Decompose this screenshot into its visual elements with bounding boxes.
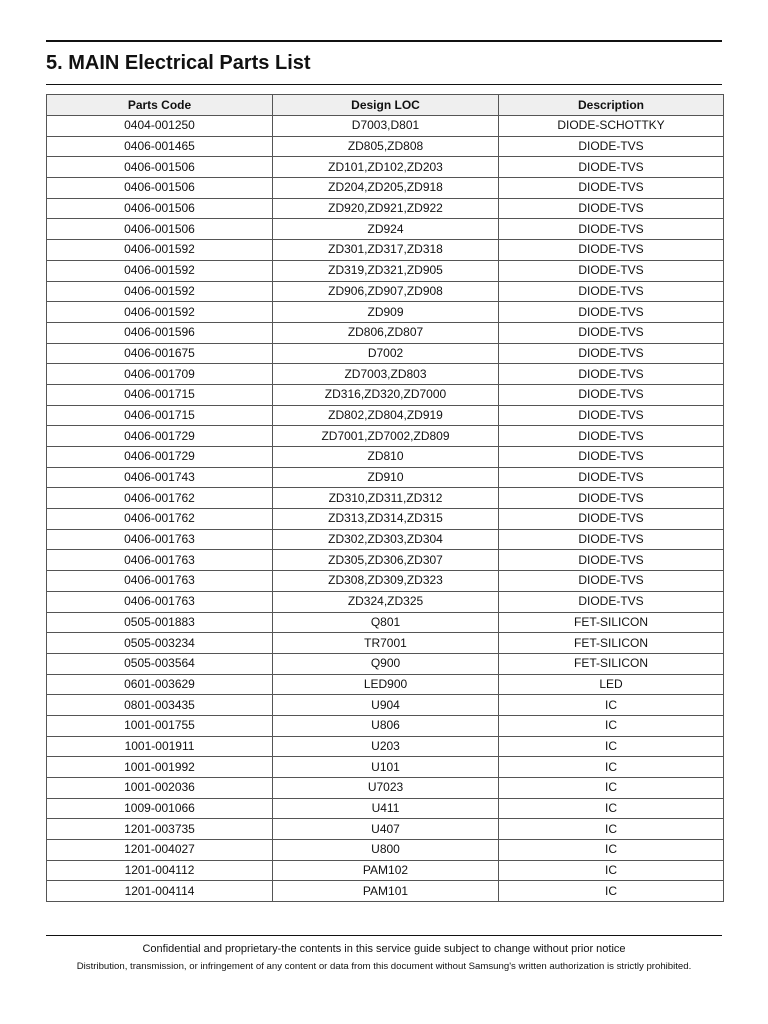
cell-description: LED: [499, 674, 724, 695]
cell-design-loc: TR7001: [273, 633, 499, 654]
cell-description: FET-SILICON: [499, 612, 724, 633]
cell-description: DIODE-TVS: [499, 426, 724, 447]
cell-parts-code: 0505-003234: [47, 633, 273, 654]
cell-design-loc: ZD806,ZD807: [273, 322, 499, 343]
cell-design-loc: ZD301,ZD317,ZD318: [273, 240, 499, 261]
cell-parts-code: 0601-003629: [47, 674, 273, 695]
cell-parts-code: 0406-001715: [47, 405, 273, 426]
cell-description: DIODE-TVS: [499, 384, 724, 405]
table-row: [47, 674, 724, 695]
header-description: Description: [499, 95, 724, 116]
table-row: [47, 384, 724, 405]
table-row: [47, 571, 724, 592]
cell-design-loc: ZD805,ZD808: [273, 136, 499, 157]
table-header-row: [47, 95, 724, 116]
cell-design-loc: ZD7003,ZD803: [273, 364, 499, 385]
parts-table: [46, 94, 724, 902]
cell-description: DIODE-TVS: [499, 488, 724, 509]
table-row: [47, 715, 724, 736]
cell-parts-code: 1001-001992: [47, 757, 273, 778]
cell-description: DIODE-TVS: [499, 240, 724, 261]
cell-design-loc: ZD302,ZD303,ZD304: [273, 529, 499, 550]
cell-design-loc: ZD909: [273, 302, 499, 323]
cell-parts-code: 1201-004112: [47, 860, 273, 881]
cell-design-loc: ZD308,ZD309,ZD323: [273, 571, 499, 592]
cell-design-loc: ZD924: [273, 219, 499, 240]
cell-parts-code: 1201-004027: [47, 840, 273, 861]
table-row: [47, 302, 724, 323]
cell-description: DIODE-TVS: [499, 219, 724, 240]
table-row: [47, 757, 724, 778]
cell-parts-code: 0406-001763: [47, 529, 273, 550]
cell-parts-code: 0406-001592: [47, 281, 273, 302]
cell-parts-code: 0406-001506: [47, 178, 273, 199]
page-title: 5. MAIN Electrical Parts List: [46, 52, 311, 74]
cell-description: IC: [499, 736, 724, 757]
table-row: [47, 240, 724, 261]
cell-description: DIODE-TVS: [499, 550, 724, 571]
table-row: [47, 798, 724, 819]
table-row: [47, 591, 724, 612]
cell-description: DIODE-TVS: [499, 157, 724, 178]
cell-parts-code: 0406-001709: [47, 364, 273, 385]
table-row: [47, 198, 724, 219]
cell-parts-code: 0406-001762: [47, 488, 273, 509]
cell-description: IC: [499, 860, 724, 881]
cell-description: DIODE-TVS: [499, 281, 724, 302]
cell-design-loc: U806: [273, 715, 499, 736]
cell-design-loc: PAM102: [273, 860, 499, 881]
cell-design-loc: Q801: [273, 612, 499, 633]
cell-description: DIODE-TVS: [499, 260, 724, 281]
cell-description: IC: [499, 757, 724, 778]
cell-parts-code: 0406-001506: [47, 219, 273, 240]
table-row: [47, 736, 724, 757]
cell-parts-code: 0406-001592: [47, 240, 273, 261]
cell-parts-code: 0505-003564: [47, 653, 273, 674]
table-row: [47, 550, 724, 571]
cell-design-loc: U904: [273, 695, 499, 716]
cell-design-loc: D7003,D801: [273, 116, 499, 137]
table-row: [47, 364, 724, 385]
cell-description: IC: [499, 715, 724, 736]
table-row: [47, 612, 724, 633]
cell-design-loc: U203: [273, 736, 499, 757]
cell-design-loc: ZD324,ZD325: [273, 591, 499, 612]
table-row: [47, 778, 724, 799]
table-row: [47, 157, 724, 178]
cell-parts-code: 1201-003735: [47, 819, 273, 840]
cell-parts-code: 0406-001763: [47, 571, 273, 592]
cell-description: DIODE-TVS: [499, 571, 724, 592]
table-row: [47, 653, 724, 674]
cell-parts-code: 1009-001066: [47, 798, 273, 819]
table-row: [47, 509, 724, 530]
table-row: [47, 488, 724, 509]
table-row: [47, 860, 724, 881]
cell-parts-code: 0406-001762: [47, 509, 273, 530]
cell-parts-code: 0406-001763: [47, 591, 273, 612]
cell-parts-code: 0406-001465: [47, 136, 273, 157]
table-row: [47, 281, 724, 302]
table-row: [47, 467, 724, 488]
cell-design-loc: ZD802,ZD804,ZD919: [273, 405, 499, 426]
table-row: [47, 633, 724, 654]
cell-design-loc: D7002: [273, 343, 499, 364]
cell-parts-code: 0505-001883: [47, 612, 273, 633]
cell-description: IC: [499, 819, 724, 840]
cell-description: DIODE-TVS: [499, 136, 724, 157]
table-row: [47, 840, 724, 861]
cell-description: DIODE-TVS: [499, 343, 724, 364]
table-row: [47, 322, 724, 343]
cell-design-loc: U101: [273, 757, 499, 778]
cell-description: DIODE-TVS: [499, 467, 724, 488]
cell-parts-code: 0406-001592: [47, 302, 273, 323]
cell-design-loc: ZD810: [273, 447, 499, 468]
cell-description: IC: [499, 798, 724, 819]
cell-description: DIODE-TVS: [499, 529, 724, 550]
cell-design-loc: U411: [273, 798, 499, 819]
cell-design-loc: ZD920,ZD921,ZD922: [273, 198, 499, 219]
cell-parts-code: 0406-001506: [47, 198, 273, 219]
cell-description: DIODE-TVS: [499, 178, 724, 199]
cell-description: DIODE-TVS: [499, 591, 724, 612]
table-row: [47, 529, 724, 550]
cell-parts-code: 0406-001675: [47, 343, 273, 364]
cell-description: DIODE-TVS: [499, 322, 724, 343]
table-row: [47, 136, 724, 157]
cell-description: IC: [499, 778, 724, 799]
cell-design-loc: ZD305,ZD306,ZD307: [273, 550, 499, 571]
cell-parts-code: 0406-001729: [47, 447, 273, 468]
cell-parts-code: 0404-001250: [47, 116, 273, 137]
footer-rule: [46, 935, 722, 936]
cell-parts-code: 0406-001763: [47, 550, 273, 571]
cell-parts-code: 0406-001715: [47, 384, 273, 405]
cell-parts-code: 0406-001592: [47, 260, 273, 281]
table-row: [47, 695, 724, 716]
cell-design-loc: ZD204,ZD205,ZD918: [273, 178, 499, 199]
cell-parts-code: 1001-001755: [47, 715, 273, 736]
cell-design-loc: ZD316,ZD320,ZD7000: [273, 384, 499, 405]
title-underline: [46, 84, 722, 85]
table-row: [47, 178, 724, 199]
table-row: [47, 447, 724, 468]
cell-design-loc: ZD319,ZD321,ZD905: [273, 260, 499, 281]
cell-parts-code: 1001-001911: [47, 736, 273, 757]
cell-parts-code: 1201-004114: [47, 881, 273, 902]
cell-parts-code: 0406-001596: [47, 322, 273, 343]
cell-design-loc: Q900: [273, 653, 499, 674]
cell-design-loc: ZD310,ZD311,ZD312: [273, 488, 499, 509]
table-row: [47, 426, 724, 447]
cell-description: IC: [499, 840, 724, 861]
cell-description: DIODE-TVS: [499, 364, 724, 385]
cell-description: DIODE-TVS: [499, 509, 724, 530]
cell-description: FET-SILICON: [499, 653, 724, 674]
cell-design-loc: ZD906,ZD907,ZD908: [273, 281, 499, 302]
cell-parts-code: 0406-001743: [47, 467, 273, 488]
cell-description: DIODE-SCHOTTKY: [499, 116, 724, 137]
cell-design-loc: ZD910: [273, 467, 499, 488]
cell-description: DIODE-TVS: [499, 302, 724, 323]
cell-description: FET-SILICON: [499, 633, 724, 654]
cell-parts-code: 0406-001506: [47, 157, 273, 178]
header-parts-code: Parts Code: [47, 95, 273, 116]
cell-design-loc: U7023: [273, 778, 499, 799]
table-body: [47, 116, 724, 902]
cell-parts-code: 0406-001729: [47, 426, 273, 447]
table-row: [47, 219, 724, 240]
footer-confidential-notice: Confidential and proprietary-the contents in this service guide subject to change without prior notice: [142, 943, 626, 955]
cell-description: DIODE-TVS: [499, 447, 724, 468]
cell-description: IC: [499, 695, 724, 716]
cell-design-loc: ZD101,ZD102,ZD203: [273, 157, 499, 178]
table-row: [47, 819, 724, 840]
table-row: [47, 405, 724, 426]
table-row: [47, 116, 724, 137]
cell-parts-code: 1001-002036: [47, 778, 273, 799]
cell-design-loc: PAM101: [273, 881, 499, 902]
cell-design-loc: ZD7001,ZD7002,ZD809: [273, 426, 499, 447]
cell-description: DIODE-TVS: [499, 198, 724, 219]
cell-description: DIODE-TVS: [499, 405, 724, 426]
cell-design-loc: U800: [273, 840, 499, 861]
cell-design-loc: ZD313,ZD314,ZD315: [273, 509, 499, 530]
header-design-loc: Design LOC: [273, 95, 499, 116]
top-rule: [46, 40, 722, 42]
table-row: [47, 260, 724, 281]
cell-design-loc: LED900: [273, 674, 499, 695]
footer-distribution-notice: Distribution, transmission, or infringement of any content or data from this document without Samsung's written authorization is strictly prohibited.: [76, 961, 692, 972]
table-row: [47, 881, 724, 902]
cell-description: IC: [499, 881, 724, 902]
table-row: [47, 343, 724, 364]
cell-design-loc: U407: [273, 819, 499, 840]
cell-parts-code: 0801-003435: [47, 695, 273, 716]
